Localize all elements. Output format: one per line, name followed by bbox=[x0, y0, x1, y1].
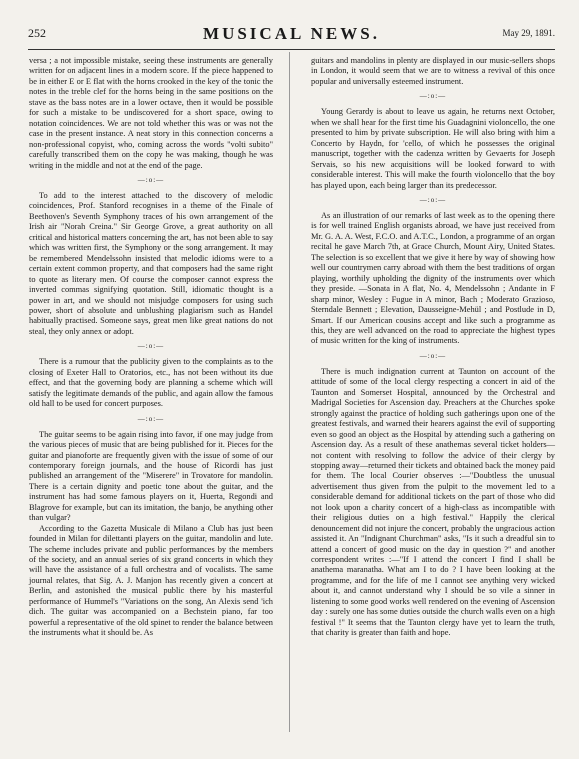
article-paragraph: According to the Gazetta Musicale di Milano a Club has just been founded in Milan for dilettanti players on the guitar, mandolin and lute. The scheme includes private and public performances by the members of the society, and an annual series of six grand concerts in which they will have the assistance of a full orchestra and of vocalists. The same journal relates, that Sig. A. J. Manjon has recently given a concert at Berlin, and astonished the musical public there by his masterful performance of Hummel's "Variations on the song, An Alexis send 'ich dich. The guitar was accompanied on a Bechstein piano, far too powerful a representative of the old spinet to render the balance between the instruments what it should be. As bbox=[29, 523, 273, 638]
section-separator: —:o:— bbox=[137, 175, 165, 184]
issue-date: May 29, 1891. bbox=[502, 28, 555, 38]
right-column bbox=[311, 56, 555, 639]
article-paragraph: There is much indignation current at Taunton on account of the attitude of some of the local clergy respecting a concert in aid of the Taunton and Somerset Hospital, announced by the Orchestral and Madrigal Societies for Ascension day. Preachers at the Churches spoke strongly against the practice of holding such gatherings upon one of the greatest festivals, and warned their hearers against the evil of supporting even so good an object as the Hospital by attending such a gathering on Ascension day. As a result of these anathemas several ticket holders—not content with resolving to follow the advice of their clergy by stopping away—returned their tickets and obtained back the money paid for them. The local Courier observes :—"Doubtless the unusual advertisement thus given from the pulpit to the movement led to a considerable demand for additional tickets on the part of those who did not look upon a charity concert of a high-class as incompatible with their religious duties on a high festival." Happily the clerical denouncement did not injure the concert, probably the ungracious action assisted it. An "Indignant Churchman" asks, "Is it such a dreadful sin to attend a concert of good music on the day in question ?" and another correspondent writes :—"If I attend the concert I find I shall be anathema maranatha. What am I to do ? I have been looking at the programme, and for the life of me I cannot see anything very wicked about it, and cannot understand why I should be so vile a sinner in listening to some good works well rendered on the evening of Ascension day : surely one has some duties outside the church walls even on a high festival !" It seems that the Taunton clergy have yet to learn the truth, that charity is greater than faith and hope. bbox=[311, 366, 555, 638]
left-column bbox=[29, 56, 273, 639]
article-paragraph: Young Gerardy is about to leave us again, he returns next October, when we shall hear for the first time his Guadagnini violoncello, the one presented to him by private subscription. He will also bring with him a Concerto by Haydn, for 'cello, of which he possesses the original manuscript, together with the cadenza written by Gevaerts for Joseph Servais, so his new acquisitions will be looked forward to with considerable interest. This will make the fourth violoncello that the boy has played upon, each being larger than its predecessor. bbox=[311, 107, 555, 190]
masthead-title: MUSICAL NEWS. bbox=[203, 24, 380, 43]
section-separator: —:o:— bbox=[419, 92, 447, 101]
article-paragraph: There is a rumour that the publicity given to the complaints as to the closing of Exeter Hall to Oratorios, etc., has not been without its due effect, and that the governing body are planning a scheme which will satisfy the legitimate demands of the public, and again allow the famous old hall to be used for concert purposes. bbox=[29, 357, 273, 409]
article-paragraph: To add to the interest attached to the discovery of melodic coincidences, Prof. Stanford recognises in a theme of the Finale of Beethoven's Seventh Symphony traces of his own arrangement of the Irish air "Norah Creina." Sir George Grove, a great authority on all critical and historical matters concerning the art, has not been able to say which was written first, the Symphony or the song arrangement. It may be remembered Mendelssohn insisted that melodic idioms were to a certain extent common property, and that composers had the same right to quote as literary men. Of course the composer cannot express the inverted commas signifying quotation. Still, idiomatic thought is a power in art, and we should not misjudge composers for using such power, short of absolute and unblushing plagiarism such as Handel habitually practised. Someone says, great men like great nations do not steal, they only annex or adopt. bbox=[29, 190, 273, 336]
article-paragraph: The guitar seems to be again rising into favor, if one may judge from the various pieces of music that are being published for it. Pieces for the guitar and pianoforte are frequently given with the issue of some of our contemporary foreign journals, and the house of Ricordi has just published an arrangement of the "Miserere" in Trovatore for mandolin. There is a certain dignity and poetic tone about the guitar, and the instrument has had some famous players on it, Huerta, Regondi and Blagrove for example, but can its imitation, the banjo, be anything other than vulgar? bbox=[29, 429, 273, 523]
section-separator: —:o:— bbox=[137, 414, 165, 423]
article-paragraph: guitars and mandolins in plenty are displayed in our music-sellers shops in London, it would seem that we are to witness a revival of this once popular and universally esteemed instrument. bbox=[311, 56, 555, 86]
page-header bbox=[28, 24, 555, 46]
page-number: 252 bbox=[28, 26, 46, 40]
section-separator: —:o:— bbox=[419, 195, 447, 204]
section-separator: —:o:— bbox=[419, 351, 447, 360]
section-separator: —:o:— bbox=[137, 342, 165, 351]
header-rule bbox=[28, 49, 555, 50]
article-paragraph: As an illustration of our remarks of last week as to the opening there is for well trained English organists abroad, we have just received from Mr. G. A. A. West, F.C.O. and A.T.C., London, a programme of an organ recital he gave March 7th, at Grace Church, Mount Airy, United States. The selection is so excellent that we give it here by way of showing how well our countrymen carry abroad with them the best traditions of organ playing, worthily upholding the dignity of the instruments over which they preside. —Sonata in A flat, No. 4, Mendelssohn ; Andante in F sharp minor, Wesley : Fugue in A minor, Bach ; Moderato Grazioso, Sterndale Bennett ; Elevation, Dausseigne-Mehül ; and Postlude in D, Smart. If our American cousins accept and like such a programme as this, they are well advanced on the road to appreciate the highest types of music written for the king of instruments. bbox=[311, 210, 555, 346]
article-paragraph: versa ; a not impossible mistake, seeing these instruments are generally written for on adjacent lines in a modern score. If the piece happened to be in either E or E flat with the horns crooked in the key of the tonic the notes in the treble clef for the horns being in the same positions on the stave as the bass notes are in a lower octave, then it would be possible for such a mistake to be undiscovered for a short space, owing to notation coincidences. We are not told whether this was or was not the case in the present instance. A neat story in this connection concerns a non-professional copyist, who, coming across the words "volti subito" carefully transcribed them on the copy he was making, though he was writing in the middle and not at the end of the page. bbox=[29, 56, 273, 170]
column-divider bbox=[289, 52, 290, 732]
